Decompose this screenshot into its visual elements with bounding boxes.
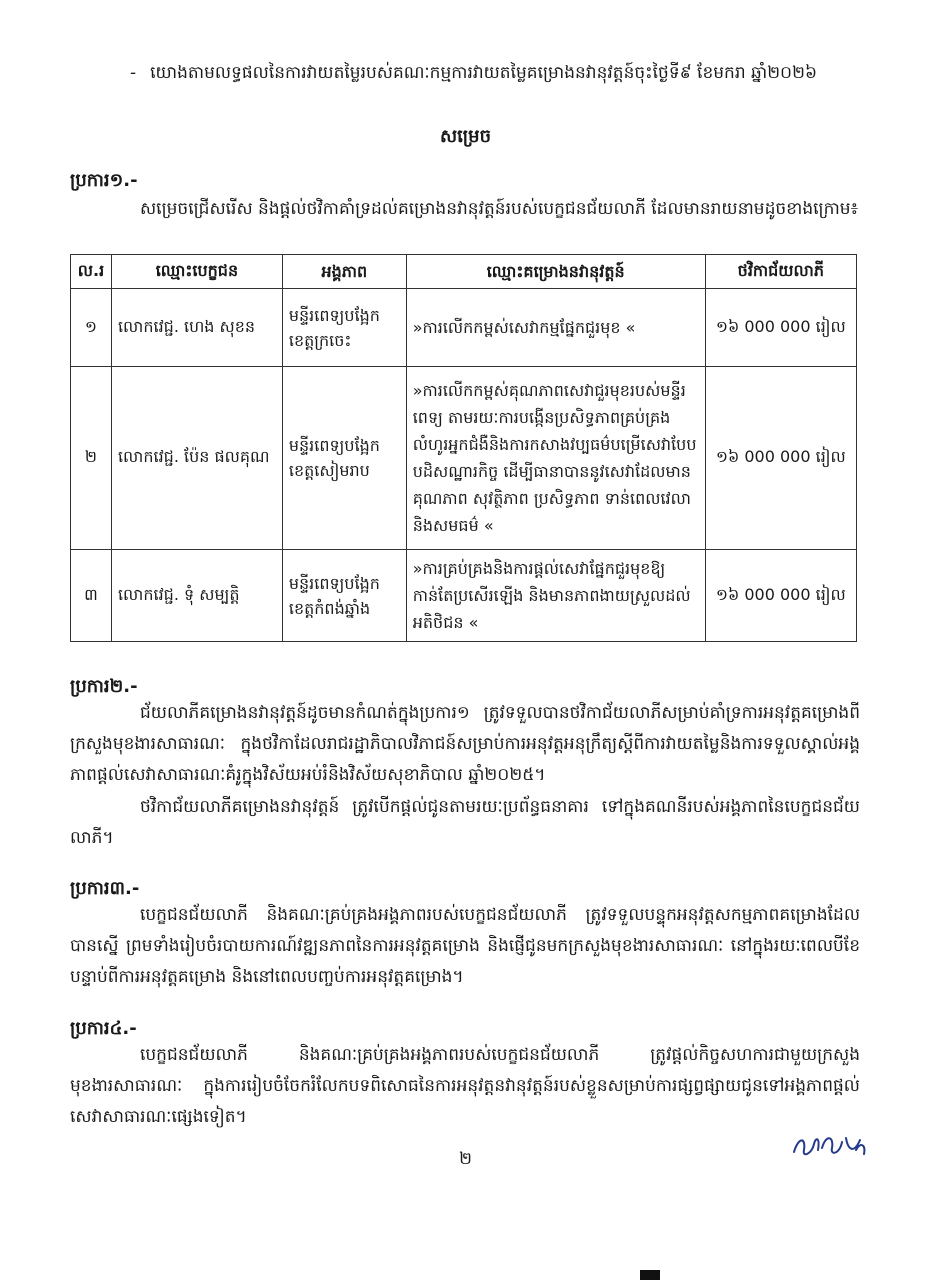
row-no: ២ — [71, 367, 112, 550]
page-number: ២ — [459, 1149, 472, 1169]
intro-dash: - — [130, 63, 137, 83]
row-name: លោកវេជ្ជ. ប៉ែន ផលគុណ — [111, 367, 282, 550]
article-4-heading: ប្រការ៤.- — [70, 1018, 137, 1039]
table-row — [71, 367, 857, 550]
article-4-text: បេក្ខជនជ័យលាភី និងគណៈគ្រប់គ្រងអង្គភាពរបស់បេក្ខជនជ័យលាភី ត្រូវផ្តល់កិច្ចសហការជាមួយក្រសួងមុខងារសាធារណៈ ក្នុងការរៀបចំចែករំលែកបទពិសោធនៃការអនុវត្តនវានុវត្តន៍របស់ខ្លួនសម្រាប់ការផ្សព្វផ្សាយជូនទៅអង្គភាពផ្តល់សេវាសាធារណៈផ្សេងទៀត។ — [70, 1045, 860, 1127]
header-project: ឈ្មោះគម្រោងនវានុវត្តន៍ — [406, 255, 705, 289]
row-amount: ១៦ 000 000 រៀល — [705, 367, 856, 550]
row-project: »ការលើកកម្ពស់គុណភាពសេវាជួរមុខរបស់មន្ទីរពេទ្យ តាមរយៈការបង្កើនប្រសិទ្ធភាពគ្រប់គ្រងលំហូរអ្នកជំងឺនិងការកសាងវប្បធម៌បម្រើសេវាបែបបដិសណ្ឋារកិច្ច ដើម្បីធានាបាននូវសេវាដែលមានគុណភាព សុវត្ថិភាព ប្រសិទ្ធភាព ទាន់ពេលវេលា និងសមធម៌ « — [406, 367, 705, 550]
header-amount: ថវិកាជ័យលាភី — [705, 255, 856, 289]
article-2-text-2: ថវិកាជ័យលាភីគម្រោងនវានុវត្តន៍ ត្រូវបើកផ្តល់ជូនតាមរយៈប្រព័ន្ធធនាគារ ទៅក្នុងគណនីរបស់អង្គភាពនៃបេក្ខជនជ័យលាភី។ — [70, 797, 860, 848]
table-row — [71, 289, 857, 367]
decision-title: សម្រេច — [439, 126, 492, 147]
header-name: ឈ្មោះបេក្ខជន — [111, 255, 282, 289]
row-unit: មន្ទីរពេទ្យបង្អែកខេត្តក្រចេះ — [282, 289, 406, 367]
row-name: លោកវេជ្ជ. ហេង សុខន — [111, 289, 282, 367]
row-no: ៣ — [71, 550, 112, 642]
row-amount: ១៦ 000 000 រៀល — [705, 550, 856, 642]
article-3-heading: ប្រការ៣.- — [70, 878, 140, 899]
intro-text: យោងតាមលទ្ធផលនៃការវាយតម្លៃរបស់គណៈកម្មការវាយតម្លៃគម្រោងនវានុវត្តន៍ចុះថ្ងៃទី៩ ខែមករា ឆ្នាំ២០២៦ — [150, 63, 818, 83]
article-1-body — [70, 194, 860, 225]
article-1-heading: ប្រការ១.- — [70, 170, 138, 191]
recipients-table — [70, 254, 857, 642]
row-project: »ការគ្រប់គ្រងនិងការផ្តល់សេវាផ្នែកជួរមុខឱ្យកាន់តែប្រសើរឡើង និងមានភាពងាយស្រួលដល់អតិថិជន « — [406, 550, 705, 642]
intro-line — [130, 62, 900, 87]
row-unit: មន្ទីរពេទ្យបង្អែកខេត្តសៀមរាប — [282, 367, 406, 550]
row-name: លោកវេជ្ជ. ទុំ សម្បត្តិ — [111, 550, 282, 642]
article-2-paragraph-1 — [70, 698, 860, 791]
row-project: »ការលើកកម្ពស់សេវាកម្មផ្នែកជួរមុខ « — [406, 289, 705, 367]
article-2-text-1: ជ័យលាភីគម្រោងនវានុវត្តន៍ដូចមានកំណត់ក្នុងប្រការ១ ត្រូវទទួលបានថវិកាជ័យលាភីសម្រាប់គាំទ្រការអនុវត្តគម្រោងពីក្រសួងមុខងារសាធារណៈ ក្នុងថវិកាដែលរាជរដ្ឋាភិបាលវិភាជន៍សម្រាប់ការអនុវត្តអនុក្រឹត្យស្តីពីការវាយតម្លៃនិងការទទួលស្គាល់អង្គភាពផ្តល់សេវាសាធារណៈគំរូក្នុងវិស័យអប់រំនិងវិស័យសុខាភិបាល ឆ្នាំ២០២៥។ — [70, 703, 860, 785]
row-no: ១ — [71, 289, 112, 367]
table-row — [71, 550, 857, 642]
article-2-heading: ប្រការ២.- — [70, 676, 138, 697]
signature-initials-icon — [790, 1124, 870, 1164]
article-1-text: សម្រេចជ្រើសរើស និងផ្តល់ថវិកាគាំទ្រដល់គម្រោងនវានុវត្តន៍របស់បេក្ខជនជ័យលាភី ដែលមានរាយនាមដូចខាងក្រោម៖ — [140, 199, 859, 219]
header-no: ល.រ — [71, 255, 112, 289]
row-amount: ១៦ 000 000 រៀល — [705, 289, 856, 367]
header-unit: អង្គភាព — [282, 255, 406, 289]
bottom-edge-mark — [640, 1270, 660, 1280]
table-header-row — [71, 255, 857, 289]
article-3-body — [70, 900, 860, 993]
article-2-paragraph-2 — [70, 792, 860, 854]
article-3-text: បេក្ខជនជ័យលាភី និងគណៈគ្រប់គ្រងអង្គភាពរបស់បេក្ខជនជ័យលាភី ត្រូវទទួលបន្ទុកអនុវត្តសកម្មភាពគម្រោងដែលបានស្នើ ព្រមទាំងរៀបចំរបាយការណ៍វឌ្ឍនភាពនៃការអនុវត្តគម្រោង និងផ្ញើជូនមកក្រសួងមុខងារសាធារណៈ នៅក្នុងរយៈពេលបីខែបន្ទាប់ពីការអនុវត្តគម្រោង និងនៅពេលបញ្ចប់ការអនុវត្តគម្រោង។ — [70, 905, 860, 987]
row-unit: មន្ទីរពេទ្យបង្អែកខេត្តកំពង់ឆ្នាំង — [282, 550, 406, 642]
article-4-body — [70, 1040, 860, 1133]
